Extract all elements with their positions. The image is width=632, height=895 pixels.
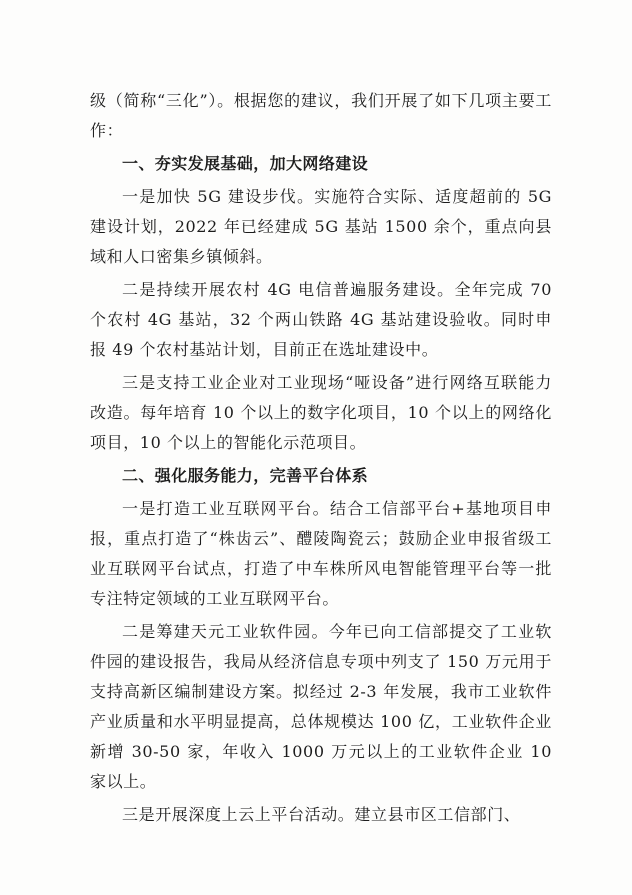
paragraph: 一是打造工业互联网平台。结合工信部平台+基地项目申报，重点打造了“株齿云”、醴陵陶瓷云；鼓励企业申报省级工业互联网平台试点，打造了中车株所风电智能管理平台等一批专注特定领域的工业互联网平台。 <box>90 499 552 608</box>
section-heading: 二、强化服务能力，完善平台体系 <box>122 466 369 485</box>
paragraph: 一是加快 5G 建设步伐。实施符合实际、适度超前的 5G 建设计划，2022 年已经建成 5G 基站 1500 余个，重点向县域和人口密集乡镇倾斜。 <box>90 187 552 266</box>
paragraph: 二是筹建天元工业软件园。今年已向工信部提交了工业软件园的建设报告，我局从经济信息专项中列支了 150 万元用于支持高新区编制建设方案。拟经过 2-3 年发展，我市工业软件产业质量和水平明显提高，总体规模达 100 亿，工业软件企业新增 30-50 家，年收入 1000 万元以上的工业软件企业 10 家以上。 <box>90 622 552 791</box>
paragraph: 二是持续开展农村 4G 电信普遍服务建设。全年完成 70 个农村 4G 基站，32 个两山铁路 4G 基站建设验收。同时申报 49 个农村基站计划，目前正在选址建设中。 <box>90 280 552 359</box>
document-body <box>90 86 552 833</box>
paragraph: 三是开展深度上云上平台活动。建立县市区工信部门、 <box>122 805 521 824</box>
paragraph: 级（简称“三化”）。根据您的建议，我们开展了如下几项主要工作： <box>90 91 552 140</box>
section-heading: 一、夯实发展基础，加大网络建设 <box>122 154 369 173</box>
paragraph: 三是支持工业企业对工业现场“哑设备”进行网络互联能力改造。每年培育 10 个以上的数字化项目，10 个以上的网络化项目，10 个以上的智能化示范项目。 <box>90 373 552 452</box>
